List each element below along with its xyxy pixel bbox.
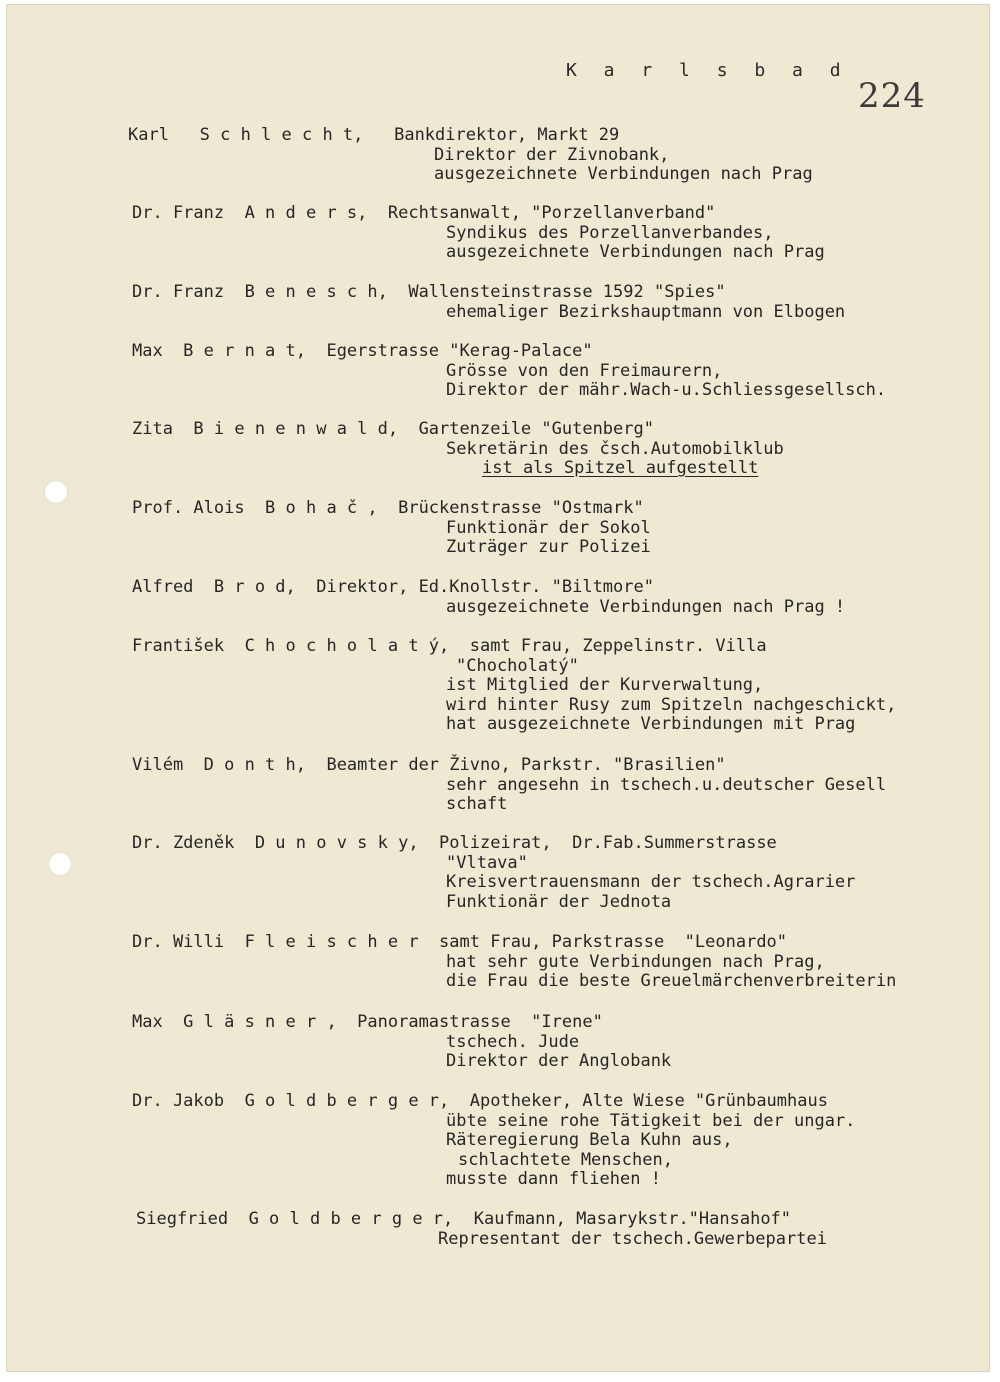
entry-detail-line: Funktionär der Jednota <box>446 891 672 912</box>
entry-detail-line: ist als Spitzel aufgestellt <box>482 458 759 478</box>
entry-detail-line: tschech. Jude <box>446 1031 580 1052</box>
entry-detail-line: Direktor der Zivnobank, <box>434 144 670 165</box>
entry-name-line: Dr. Jakob G o l d b e r g e r, Apotheker, Alte Wiese "Grünbaumhaus <box>132 1091 828 1111</box>
entry-detail-line: sehr angesehn in tschech.u.deutscher Gesell <box>446 774 887 795</box>
entry-name-line: Karl S c h l e c h t, Bankdirektor, Markt 29 <box>128 125 620 145</box>
entry-detail-line: Räteregierung Bela Kuhn aus, <box>446 1130 733 1150</box>
entry-name-line: Alfred B r o d, Direktor, Ed.Knollstr. "Biltmore" <box>132 577 654 597</box>
entry-detail-line: ist Mitglied der Kurverwaltung, <box>446 675 764 695</box>
entry-detail-line: schlachtete Menschen, <box>458 1149 673 1170</box>
entry-name-line: Max B e r n a t, Egerstrasse "Kerag-Palace" <box>132 341 593 361</box>
entry-detail-line: hat sehr gute Verbindungen nach Prag, <box>446 951 825 972</box>
entry-name-line: Dr. Zdeněk D u n o v s k y, Polizeirat, Dr.Fab.Summerstrasse <box>132 833 777 853</box>
entry-detail-line: Grösse von den Freimaurern, <box>446 360 723 381</box>
page-number: 224 <box>858 76 926 116</box>
entry-detail-line: "Vltava" <box>446 852 528 873</box>
entry-detail-line: Kreisvertrauensmann der tschech.Agrarier <box>446 872 856 892</box>
entry-detail-line: ausgezeichnete Verbindungen nach Prag <box>434 164 813 184</box>
entry-detail-line: übte seine rohe Tätigkeit bei der ungar. <box>446 1110 856 1131</box>
entry-name-line: Dr. Franz B e n e s c h, Wallensteinstrasse 1592 "Spies" <box>132 282 726 302</box>
punch-hole <box>48 852 72 876</box>
entry-detail-line: Representant der tschech.Gewerbepartei <box>438 1228 827 1249</box>
entry-name-line: Zita B i e n e n w a l d, Gartenzeile "Gutenberg" <box>132 419 654 439</box>
entry-detail-line: Direktor der mähr.Wach-u.Schliessgesellsch. <box>446 380 887 400</box>
entry-detail-line: Syndikus des Porzellanverbandes, <box>446 222 774 243</box>
entry-detail-line: ehemaliger Bezirkshauptmann von Elbogen <box>446 301 846 322</box>
entry-name-line: Dr. Franz A n d e r s, Rechtsanwalt, "Porzellanverband" <box>132 203 716 223</box>
entry-name-line: Prof. Alois B o h a č , Brückenstrasse "Ostmark" <box>132 498 644 518</box>
entry-detail-line: Zuträger zur Polizei <box>446 537 651 557</box>
entry-name-line: Max G l ä s n e r , Panoramastrasse "Irene" <box>132 1012 603 1032</box>
entry-detail-line: Direktor der Anglobank <box>446 1051 672 1071</box>
entry-detail-line: "Chocholatý" <box>456 655 579 676</box>
entry-detail-line: ausgezeichnete Verbindungen nach Prag <box>446 242 825 262</box>
entry-name-line: Dr. Willi F l e i s c h e r samt Frau, Parkstrasse "Leonardo" <box>132 932 788 952</box>
entry-detail-line: die Frau die beste Greuelmärchenverbreiterin <box>446 971 897 991</box>
entry-detail-line: hat ausgezeichnete Verbindungen mit Prag <box>446 714 856 734</box>
entry-detail-line: ausgezeichnete Verbindungen nach Prag ! <box>446 596 846 617</box>
entry-name-line: Siegfried G o l d b e r g e r, Kaufmann, Masarykstr."Hansahof" <box>136 1209 792 1229</box>
city-heading: K a r l s b a d <box>566 60 849 81</box>
entry-detail-line: wird hinter Rusy zum Spitzeln nachgeschickt, <box>446 694 897 715</box>
entry-detail-line: musste dann fliehen ! <box>446 1169 661 1189</box>
entry-name-line: František C h o c h o l a t ý, samt Frau, Zeppelinstr. Villa <box>132 636 767 656</box>
entry-detail-line: Funktionär der Sokol <box>446 517 651 538</box>
entry-detail-line: Sekretärin des čsch.Automobilklub <box>446 438 784 459</box>
entry-name-line: Vilém D o n t h, Beamter der Živno, Parkstr. "Brasilien" <box>132 755 726 775</box>
punch-hole <box>44 480 68 504</box>
entry-detail-line: schaft <box>446 794 508 814</box>
